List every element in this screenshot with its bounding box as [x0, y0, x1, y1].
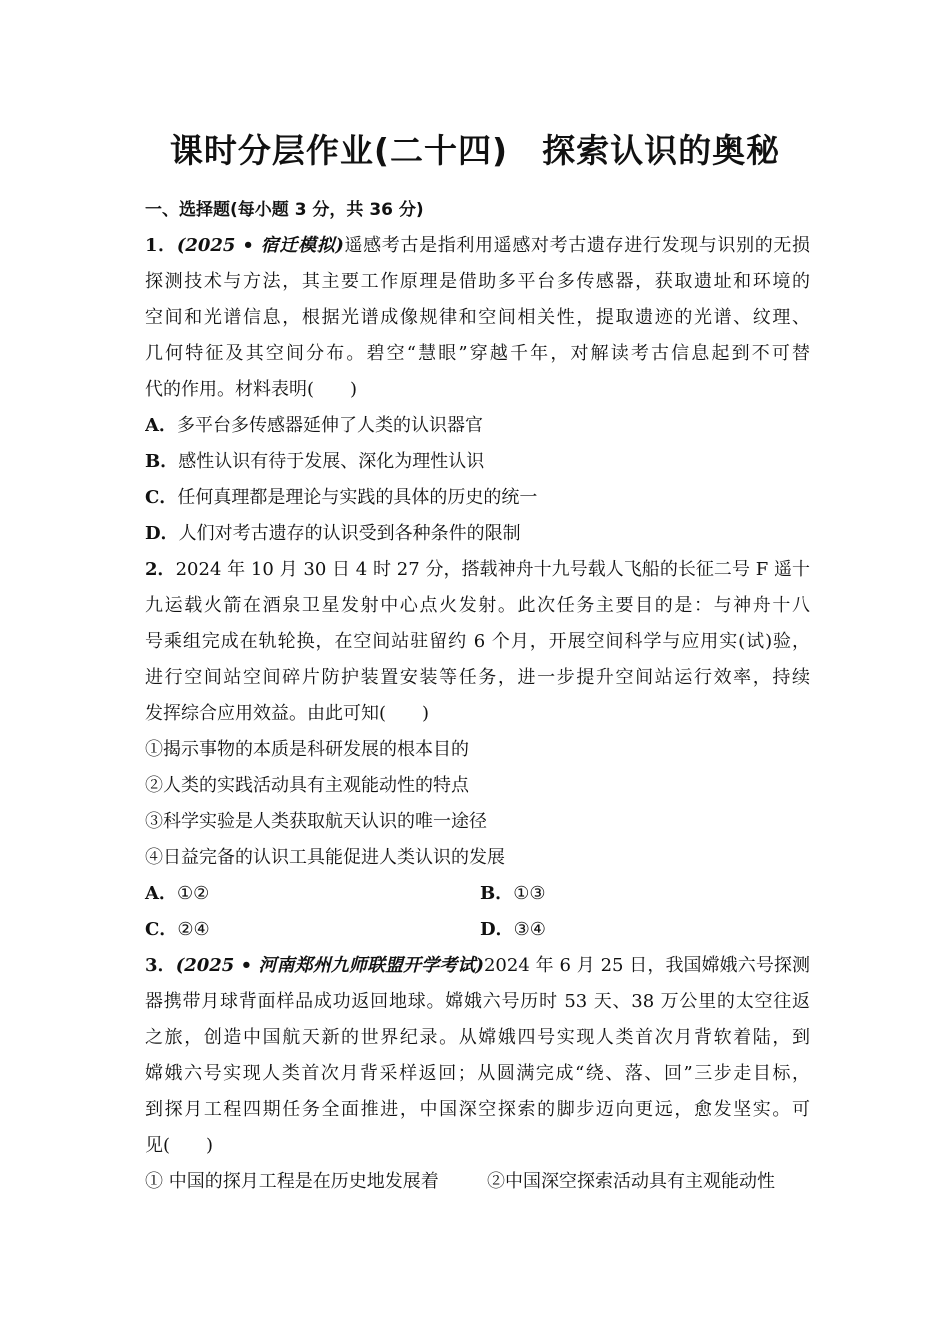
- question-1-number: 1．: [145, 235, 177, 256]
- document-body: [145, 192, 810, 1200]
- question-2-line-2: 九运载火箭在酒泉卫星发射中心点火发射。此次任务主要目的是：与神舟十八: [145, 595, 810, 616]
- option-letter: D．: [480, 919, 514, 940]
- question-3-line-6: 见( ): [145, 1135, 214, 1156]
- question-1-line-2: 探测技术与方法，其主要工作原理是借助多平台多传感器，获取遗址和环境的: [145, 271, 810, 292]
- question-3-line-5: 到探月工程四期任务全面推进，中国深空探索的脚步迈向更远，愈发坚实。可: [145, 1099, 810, 1120]
- question-2-line-1: [145, 552, 810, 588]
- option-letter: C．: [145, 487, 178, 508]
- question-1-option-d: [145, 516, 810, 552]
- question-1-line-4: 几何特征及其空间分布。碧空“慧眼”穿越千年，对解读考古信息起到不可替: [145, 343, 810, 364]
- option-text: 感性认识有待于发展、深化为理性认识: [178, 451, 485, 472]
- question-3-statements-row-1: [145, 1164, 810, 1200]
- question-3-line-2: 器携带月球背面样品成功返回地球。嫦娥六号历时 53 天、38 万公里的太空往返: [145, 991, 810, 1012]
- question-2-line-3: 号乘组完成在轨轮换，在空间站驻留约 6 个月，开展空间科学与应用实(试)验，: [145, 631, 810, 652]
- option-letter: A．: [145, 883, 177, 904]
- question-1-source: (2025 • 宿迁模拟): [176, 235, 344, 256]
- question-3-number: 3．: [145, 955, 176, 976]
- question-1-option-a: [145, 408, 810, 444]
- question-1-line-5: 代的作用。材料表明( ): [145, 379, 358, 400]
- question-3-statement-2: ②中国深空探索活动具有主观能动性: [487, 1171, 775, 1192]
- question-2-options-row-2: [145, 912, 810, 948]
- question-2-text: 2024 年 10 月 30 日 4 时 27 分，搭载神舟十九号载人飞船的长征二号 F 遥十: [175, 559, 810, 580]
- question-1-line-1: [145, 228, 810, 264]
- question-2-option-d: [480, 912, 546, 948]
- question-1-option-b: [145, 444, 810, 480]
- question-2-option-b: [480, 876, 546, 912]
- option-letter: A．: [145, 415, 177, 436]
- question-2-option-c: [145, 912, 210, 948]
- option-text: ①②: [176, 883, 210, 904]
- question-3-source: (2025 • 河南郑州九师联盟开学考试): [175, 955, 484, 976]
- option-letter: C．: [145, 919, 178, 940]
- option-text: ①③: [513, 883, 546, 904]
- question-2-line-4: 进行空间站空间碎片防护装置安装等任务，进一步提升空间站运行效率，持续: [145, 667, 810, 688]
- option-letter: B．: [480, 883, 514, 904]
- question-2-statement-2: ②人类的实践活动具有主观能动性的特点: [145, 775, 469, 796]
- question-3-statement-1: ① 中国的探月工程是在历史地发展着: [145, 1171, 439, 1192]
- option-text: ③④: [513, 919, 546, 940]
- question-3-text: 2024 年 6 月 25 日，我国嫦娥六号探测: [483, 955, 810, 976]
- question-2-number: 2．: [145, 559, 176, 580]
- question-1-line-3: 空间和光谱信息，根据光谱成像规律和空间相关性，提取遗迹的光谱、纹理、: [145, 307, 810, 328]
- question-2-options-row-1: [145, 876, 810, 912]
- option-text: 人们对考古遗存的认识受到各种条件的限制: [178, 523, 521, 544]
- question-3-line-1: [145, 948, 810, 984]
- question-2-statement-3: ③科学实验是人类获取航天认识的唯一途径: [145, 811, 487, 832]
- page-title: 课时分层作业(二十四) 探索认识的奥秘: [169, 131, 781, 170]
- question-3-line-4: 嫦娥六号实现人类首次月背采样返回；从圆满完成“绕、落、回”三步走目标，: [145, 1063, 810, 1084]
- option-letter: B．: [145, 451, 179, 472]
- option-letter: D．: [145, 523, 179, 544]
- question-1-text: 遥感考古是指利用遥感对考古遗存进行发现与识别的无损: [343, 235, 810, 256]
- question-1-option-c: [145, 480, 810, 516]
- question-2-option-a: [145, 876, 209, 912]
- section-heading: 一、选择题(每小题 3 分，共 36 分): [145, 200, 424, 220]
- question-2-statement-4: ④日益完备的认识工具能促进人类认识的发展: [145, 847, 505, 868]
- question-2-line-5: 发挥综合应用效益。由此可知( ): [145, 703, 430, 724]
- option-text: 任何真理都是理论与实践的具体的历史的统一: [177, 487, 538, 508]
- option-text: ②④: [177, 919, 210, 940]
- option-text: 多平台多传感器延伸了人类的认识器官: [176, 415, 483, 436]
- question-2-statement-1: ①揭示事物的本质是科研发展的根本目的: [145, 739, 469, 760]
- question-3-line-3: 之旅，创造中国航天新的世界纪录。从嫦娥四号实现人类首次月背软着陆，到: [145, 1027, 810, 1048]
